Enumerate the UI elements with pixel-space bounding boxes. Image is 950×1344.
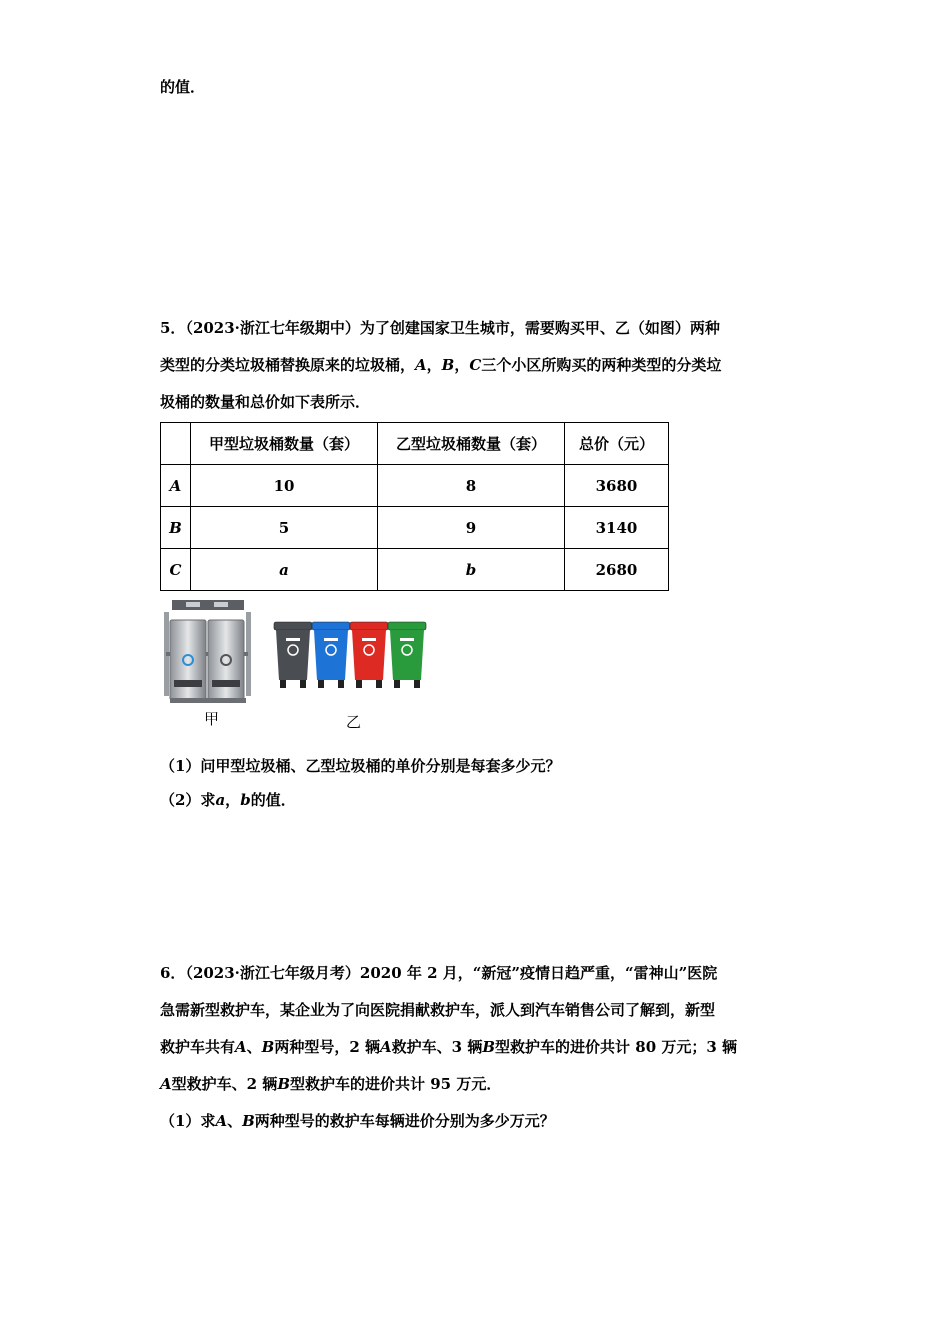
table-header-row	[161, 423, 669, 465]
previous-question-tail: 的值．	[160, 78, 206, 96]
q5-number: 5．	[160, 319, 186, 337]
q6-l4-text: 型救护车、2 辆	[171, 1075, 278, 1093]
q6-l3-text: 救护车、3 辆	[391, 1038, 483, 1056]
table-row	[161, 549, 669, 591]
q5-table	[160, 422, 669, 591]
table-cell: 8	[378, 465, 565, 507]
q6-number: 6．	[160, 964, 186, 982]
q6-l3-text: 两种型号，2 辆	[274, 1038, 381, 1056]
table-cell: 10	[191, 465, 378, 507]
table-cell: C	[161, 549, 191, 591]
var-A: A	[215, 1112, 228, 1130]
q5-line-3: 圾桶的数量和总价如下表所示．	[160, 393, 371, 411]
table-row	[161, 465, 669, 507]
q6-line-3	[160, 1037, 737, 1057]
var-A: A	[380, 1038, 392, 1056]
table-cell: b	[378, 549, 565, 591]
q5-line-2-text-b: 三个小区所购买的两种类型的分类垃	[481, 356, 722, 374]
table-cell: 3140	[565, 507, 669, 549]
table-cell: A	[161, 465, 191, 507]
var-B: B	[242, 1112, 255, 1130]
q6-sub1-text: （1）求	[160, 1112, 216, 1130]
separator: ，	[454, 356, 470, 374]
q6-l3-text: 型救护车的进价共计 80 万元；3 辆	[495, 1038, 738, 1056]
table-header-cell: 甲型垃圾桶数量（套）	[191, 423, 378, 465]
q6-l3-text: 救护车共有	[160, 1038, 236, 1056]
var-a: a	[215, 791, 226, 809]
q5-sub2-text-a: （2）求	[160, 791, 216, 809]
q5-line-1	[160, 318, 720, 338]
table-cell: 5	[191, 507, 378, 549]
table-cell: 3680	[565, 465, 669, 507]
separator: ，	[426, 356, 442, 374]
bin-yi-caption: 乙	[346, 713, 362, 731]
q5-sub2-text-b: 的值．	[250, 791, 296, 809]
var-A: A	[415, 356, 427, 374]
var-B: B	[261, 1038, 275, 1056]
q5-line-2	[160, 355, 721, 375]
bin-jia-image	[160, 598, 254, 706]
table-header-cell: 乙型垃圾桶数量（套）	[378, 423, 565, 465]
table-header-cell: 总价（元）	[565, 423, 669, 465]
q6-l4-text: 型救护车的进价共计 95 万元．	[290, 1075, 502, 1093]
table-header-cell	[161, 423, 191, 465]
var-C: C	[469, 356, 482, 374]
table-cell: 9	[378, 507, 565, 549]
q5-source: （2023·浙江七年级期中）	[185, 319, 360, 337]
var-B: B	[482, 1038, 496, 1056]
var-A: A	[160, 1075, 172, 1093]
bin-jia-caption: 甲	[204, 710, 220, 728]
table-cell: 2680	[565, 549, 669, 591]
var-A: A	[235, 1038, 247, 1056]
q5-subquestion-1: （1）问甲型垃圾桶、乙型垃圾桶的单价分别是每套多少元？	[160, 757, 561, 775]
q5-line-1-text: 为了创建国家卫生城市，需要购买甲、乙（如图）两种	[359, 319, 720, 337]
bin-yi-image	[272, 614, 432, 696]
separator: ，	[225, 791, 241, 809]
q6-line-4	[160, 1074, 501, 1094]
var-b: b	[240, 791, 251, 809]
q5-subquestion-2	[160, 790, 296, 810]
wheelie-bin	[312, 622, 350, 688]
wheelie-bin	[350, 622, 388, 688]
var-B: B	[277, 1075, 290, 1093]
wheelie-bin	[388, 622, 426, 688]
q6-sub1-text: 、	[227, 1112, 243, 1130]
q6-line-1	[160, 963, 717, 983]
q5-line-2-text-a: 类型的分类垃圾桶替换原来的垃圾桶，	[160, 356, 416, 374]
q6-subquestion-1	[160, 1111, 555, 1131]
q6-l3-text: 、	[246, 1038, 262, 1056]
q6-line-1-text: 2020 年 2 月，“新冠”疫情日趋严重，“雷神山”医院	[359, 964, 718, 982]
table-cell: a	[191, 549, 378, 591]
table-cell: B	[161, 507, 191, 549]
q6-source: （2023·浙江七年级月考）	[185, 964, 360, 982]
q6-sub1-text: 两种型号的救护车每辆进价分别为多少万元？	[254, 1112, 555, 1130]
wheelie-bin	[274, 622, 312, 688]
var-B: B	[441, 356, 455, 374]
q6-line-2: 急需新型救护车，某企业为了向医院捐献救护车，派人到汽车销售公司了解到，新型	[160, 1001, 716, 1019]
table-row	[161, 507, 669, 549]
